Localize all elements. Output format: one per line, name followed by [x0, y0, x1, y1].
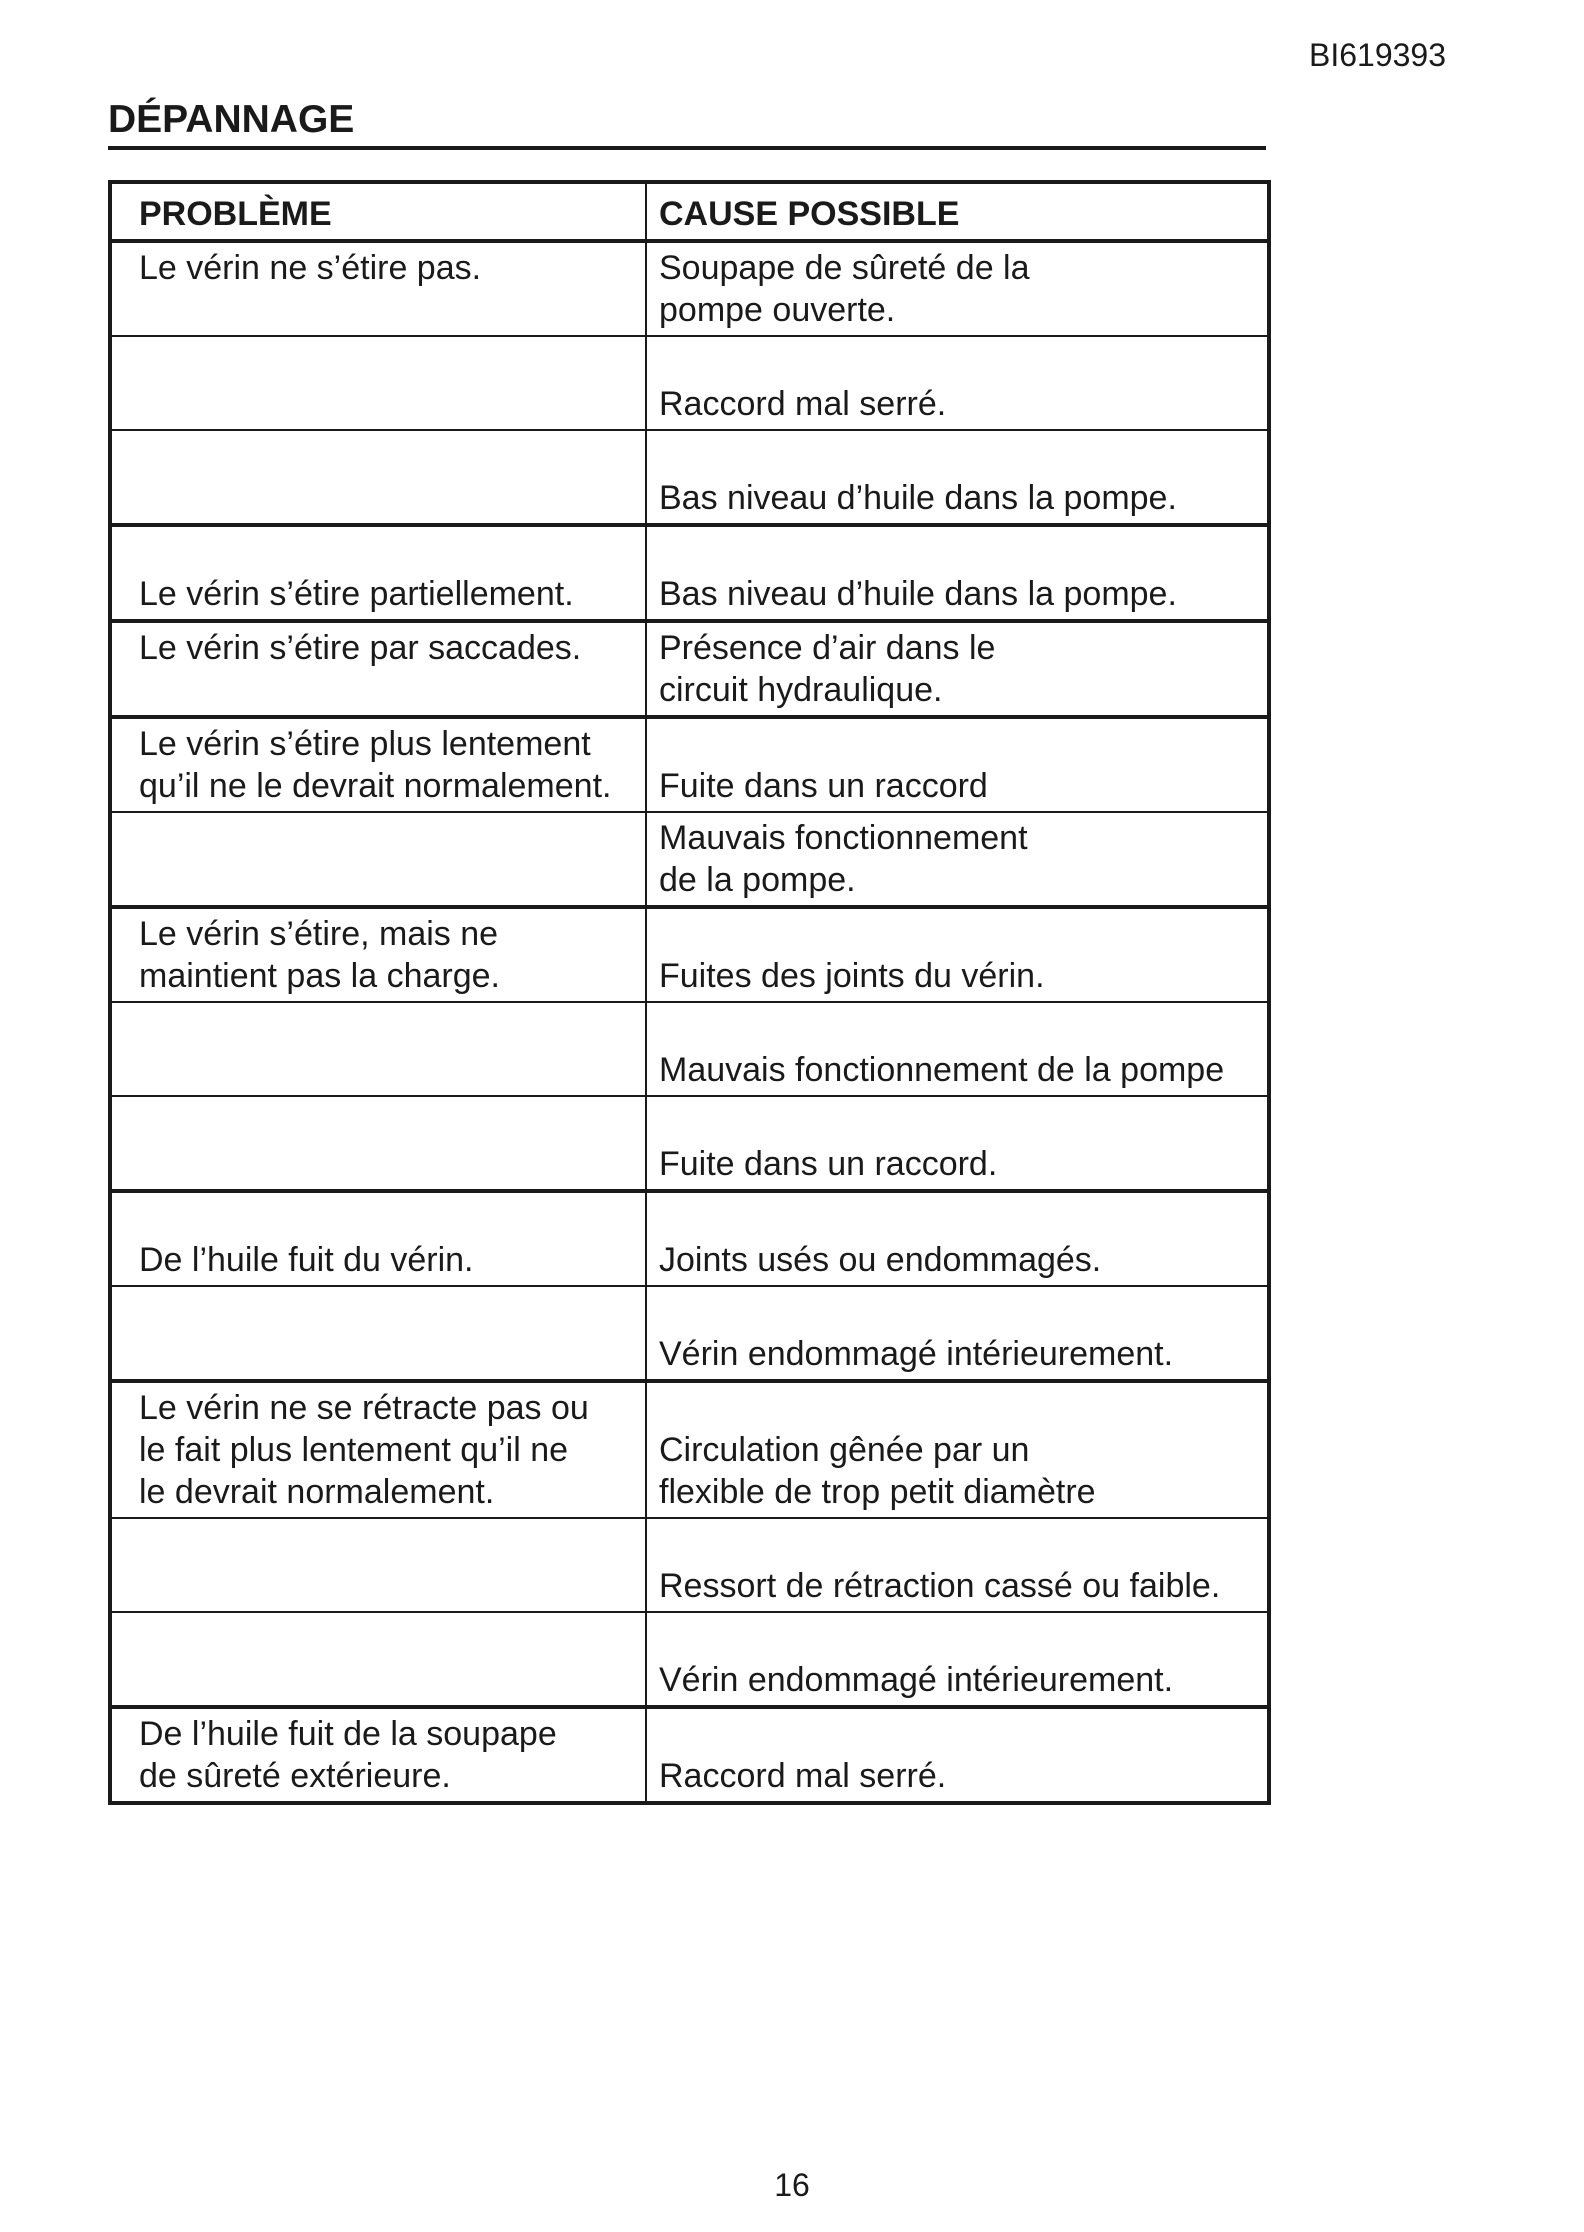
- problem-cell: Le vérin s’étire partiellement.: [110, 525, 646, 621]
- table-row: [110, 1381, 1269, 1518]
- page-title: DÉPANNAGE: [108, 98, 355, 141]
- table-row: [110, 1096, 1269, 1191]
- table-row: [110, 1612, 1269, 1707]
- problem-cell: Le vérin s’étire, mais ne maintient pas la charge.: [110, 907, 646, 1002]
- cause-cell: Ressort de rétraction cassé ou faible.: [646, 1518, 1269, 1612]
- problem-cell: [110, 430, 646, 525]
- problem-cell: De l’huile fuit du vérin.: [110, 1191, 646, 1286]
- table-row: [110, 1518, 1269, 1612]
- problem-cell: [110, 336, 646, 430]
- table-row: [110, 336, 1269, 430]
- table-row: [110, 241, 1269, 336]
- cause-cell: Mauvais fonctionnement de la pompe.: [646, 812, 1269, 907]
- problem-cell: [110, 1096, 646, 1191]
- table-row: [110, 812, 1269, 907]
- cause-cell: Bas niveau d’huile dans la pompe.: [646, 430, 1269, 525]
- table-row: [110, 717, 1269, 812]
- cause-cell: Bas niveau d’huile dans la pompe.: [646, 525, 1269, 621]
- section-header: [108, 96, 1266, 150]
- document-id: BI619393: [1308, 37, 1446, 73]
- cause-cell: Fuite dans un raccord.: [646, 1096, 1269, 1191]
- problem-cell: [110, 1518, 646, 1612]
- problem-cell: [110, 812, 646, 907]
- table-row: [110, 1707, 1269, 1803]
- problem-cell: [110, 1612, 646, 1707]
- problem-cell: Le vérin s’étire plus lentement qu’il ne le devrait normalement.: [110, 717, 646, 812]
- cause-cell: Vérin endommagé intérieurement.: [646, 1286, 1269, 1381]
- problem-column-header: PROBLÈME: [110, 182, 646, 241]
- problem-cell: [110, 1286, 646, 1381]
- cause-cell: Raccord mal serré.: [646, 1707, 1269, 1803]
- troubleshooting-table: [108, 180, 1271, 1805]
- table-body: [110, 241, 1269, 1803]
- table-row: [110, 1002, 1269, 1096]
- table-row: [110, 907, 1269, 1002]
- cause-cell: Raccord mal serré.: [646, 336, 1269, 430]
- problem-cell: Le vérin ne se rétracte pas ou le fait plus lentement qu’il ne le devrait normalement.: [110, 1381, 646, 1518]
- cause-column-header: CAUSE POSSIBLE: [646, 182, 1269, 241]
- table-row: [110, 621, 1269, 717]
- problem-cell: De l’huile fuit de la soupape de sûreté extérieure.: [110, 1707, 646, 1803]
- problem-cell: [110, 1002, 646, 1096]
- page-number: 16: [774, 2167, 810, 2203]
- cause-cell: Présence d’air dans le circuit hydraulique.: [646, 621, 1269, 717]
- problem-cell: Le vérin s’étire par saccades.: [110, 621, 646, 717]
- cause-cell: Fuites des joints du vérin.: [646, 907, 1269, 1002]
- table-header-row: [110, 182, 1269, 241]
- cause-cell: Soupape de sûreté de la pompe ouverte.: [646, 241, 1269, 336]
- table-row: [110, 1286, 1269, 1381]
- table-row: [110, 1191, 1269, 1286]
- cause-cell: Mauvais fonctionnement de la pompe: [646, 1002, 1269, 1096]
- cause-cell: Fuite dans un raccord: [646, 717, 1269, 812]
- cause-cell: Joints usés ou endommagés.: [646, 1191, 1269, 1286]
- cause-cell: Circulation gênée par un flexible de trop petit diamètre: [646, 1381, 1269, 1518]
- table-row: [110, 525, 1269, 621]
- cause-cell: Vérin endommagé intérieurement.: [646, 1612, 1269, 1707]
- problem-cell: Le vérin ne s’étire pas.: [110, 241, 646, 336]
- table-row: [110, 430, 1269, 525]
